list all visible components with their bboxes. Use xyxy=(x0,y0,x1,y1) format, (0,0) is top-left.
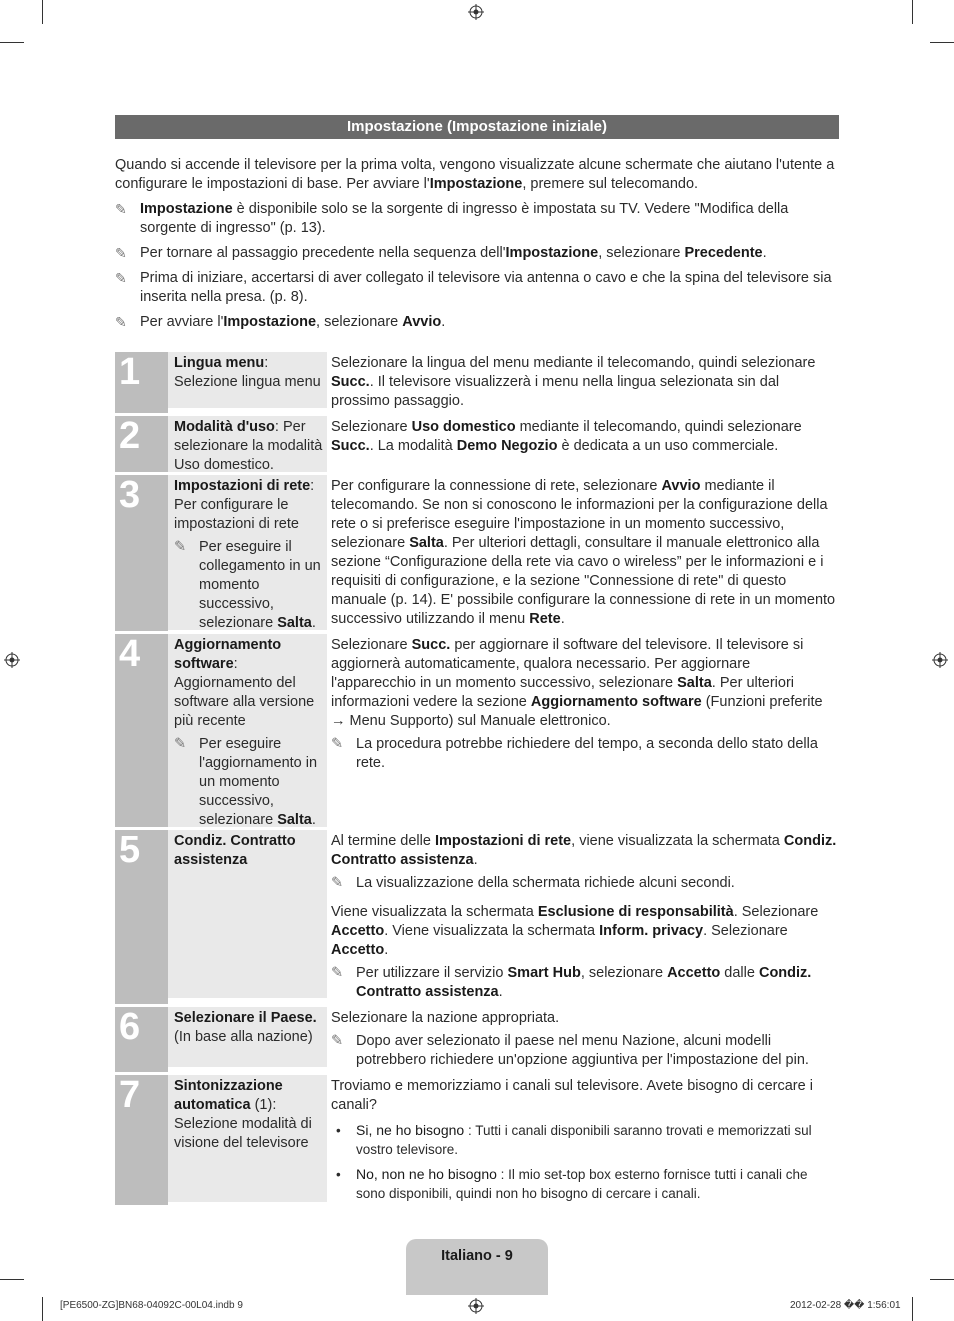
note-pencil-icon: ✎ xyxy=(115,314,127,330)
registration-mark-icon xyxy=(468,4,484,20)
intro-note: ✎ Per tornare al passaggio precedente nella sequenza dell'Impostazione, selezionare Precedente. xyxy=(115,245,767,261)
step-label-note: ✎ Per eseguire il collegamento in un momento successivo, selezionare Salta. xyxy=(174,539,321,631)
intro-section xyxy=(115,156,839,332)
step-number: 5 xyxy=(115,830,168,1004)
step-label: Aggiornamento software: Aggiornamento del software alla versione più recente ✎ Per eseguire l'aggiornamento in un momento successivo, selezionare Salta. xyxy=(168,634,327,827)
page-number-tab: Italiano - 9 xyxy=(406,1239,548,1295)
note-pencil-icon: ✎ xyxy=(331,1033,344,1049)
note-pencil-icon: ✎ xyxy=(115,245,127,261)
step-label-note: ✎ Per eseguire l'aggiornamento in un momento successivo, selezionare Salta. xyxy=(174,736,318,828)
step-description: Selezionare la lingua del menu mediante il telecomando, quindi selezionare Succ.. Il televisore visualizzerà i menu nella lingua selezionata sin dal prossimo passaggio. xyxy=(331,355,816,409)
crop-mark xyxy=(42,0,43,24)
list-item: • Si, ne ho bisogno : Tutti i canali disponibili saranno trovati e memorizzati sul vostro televisore. xyxy=(336,1122,812,1157)
step-row xyxy=(115,352,839,413)
step-note: ✎ Dopo aver selezionato il paese nel menu Nazione, alcuni modelli potrebbero richiedere un'opzione aggiuntiva per l'impostazione del pin. xyxy=(331,1033,809,1068)
step-description: Per configurare la connessione di rete, selezionare Avvio mediante il telecomando. Se non si conoscono le informazioni per la configurazione della rete o si preferisce eseguire l'impostazione in un momento successivo, selezionare Salta. Per ulteriori dettagli, consultare il manuale elettronico alla sezione “Configurazione della rete via cavo o wireless” per le informazioni e i requisiti di configurazione, e la sezione "Connessione di rete" di questo manuale (p. 14). E' possibile configurare la connessione di rete in un momento successivo utilizzando il menu Rete. xyxy=(331,478,836,627)
bullet-icon: • xyxy=(336,1123,341,1138)
crop-mark xyxy=(912,1297,913,1321)
step-row xyxy=(115,416,839,472)
section-title: Impostazione (Impostazione iniziale) xyxy=(115,115,839,139)
file-info: [PE6500-ZG]BN68-04092C-00L04.indb 9 xyxy=(60,1300,243,1311)
crop-mark xyxy=(912,0,913,24)
step-label: Selezionare il Paese. (In base alla nazione) xyxy=(168,1007,327,1067)
registration-mark-icon xyxy=(468,1298,484,1314)
step-label: Impostazioni di rete: Per configurare le impostazioni di rete ✎ Per eseguire il collegamento in un momento successivo, selezionare Salta. xyxy=(168,475,327,630)
step-description: Al termine delle Impostazioni di rete, viene visualizzata la schermata Condiz. Contratto assistenza. ✎ La visualizzazione della schermata richiede alcuni secondi. Viene visualizzata la schermata Esclusione di responsabilità. Selezionare Accetto. Viene visualizzata la schermata Inform. privacy. Selezionare Accetto. ✎ Per utilizzare il servizio Smart Hub, selezionare Accetto dalle Condiz. Contratto assistenza. xyxy=(331,830,839,1004)
crop-mark xyxy=(42,1297,43,1321)
step-row xyxy=(115,475,839,631)
step-number: 2 xyxy=(115,416,168,472)
step-label: Modalità d'uso: Per selezionare la modalità Uso domestico. xyxy=(168,416,327,472)
step-note: ✎ La procedura potrebbe richiedere del tempo, a seconda dello stato della rete. xyxy=(331,736,818,771)
step-number: 1 xyxy=(115,352,168,413)
crop-mark xyxy=(930,42,954,43)
intro-paragraph: Quando si accende il televisore per la prima volta, vengono visualizzate alcune schermate che aiutano l'utente a configurare le impostazioni di base. Per avviare l'Impostazione, premere sul telecomando. xyxy=(115,157,835,192)
step-label: Condiz. Contratto assistenza xyxy=(168,830,327,998)
step-note: ✎ Per utilizzare il servizio Smart Hub, selezionare Accetto dalle Condiz. Contratto assistenza. xyxy=(331,965,812,1000)
step-number: 6 xyxy=(115,1007,168,1072)
intro-note: ✎ Per avviare l'Impostazione, selezionare Avvio. xyxy=(115,314,446,330)
step-label: Sintonizzazione automatica (1): Selezione modalità di visione del televisore xyxy=(168,1075,327,1202)
note-pencil-icon: ✎ xyxy=(115,270,127,286)
note-pencil-icon: ✎ xyxy=(115,201,127,217)
registration-mark-icon xyxy=(4,652,20,668)
registration-mark-icon xyxy=(932,652,948,668)
step-note: ✎ La visualizzazione della schermata richiede alcuni secondi. xyxy=(331,875,735,891)
step-label: Lingua menu: Selezione lingua menu xyxy=(168,352,327,408)
note-pencil-icon: ✎ xyxy=(331,965,344,981)
timestamp: 2012-02-28 �� 1:56:01 xyxy=(790,1300,901,1311)
note-pencil-icon: ✎ xyxy=(331,875,344,891)
crop-mark xyxy=(0,42,24,43)
step-number: 4 xyxy=(115,634,168,827)
step-description: Selezionare Uso domestico mediante il telecomando, quindi selezionare Succ.. La modalità Demo Negozio è dedicata a un uso commerciale. xyxy=(331,419,802,454)
note-pencil-icon: ✎ xyxy=(174,539,187,555)
step-row xyxy=(115,830,839,1004)
crop-mark xyxy=(930,1279,954,1280)
intro-note: ✎ Impostazione è disponibile solo se la sorgente di ingresso è impostata su TV. Vedere "Modifica della sorgente di ingresso" (p. 13). xyxy=(115,201,789,236)
step-row xyxy=(115,1075,839,1205)
step-description: Selezionare Succ. per aggiornare il software del televisore. Il televisore si aggiornerà automaticamente, qualora necessario. Per aggiornare l'apparecchio in un momento successivo, selezionare Salta. Per ulteriori informazioni vedere la sezione Aggiornamento software (Funzioni preferite → Menu Supporto) sul Manuale elettronico. ✎ La procedura potrebbe richiedere del tempo, a seconda dello stato della rete. xyxy=(331,634,839,827)
crop-mark xyxy=(0,1279,24,1280)
list-item: • No, non ne ho bisogno : Il mio set-top box esterno fornisce tutti i canali che sono disponibili, quindi non ho bisogno di cercare i canali. xyxy=(336,1166,808,1201)
step-row xyxy=(115,634,839,827)
note-pencil-icon: ✎ xyxy=(331,736,344,752)
step-description: Troviamo e memorizziamo i canali sul televisore. Avete bisogno di cercare i canali? • Si, ne ho bisogno : Tutti i canali disponibili saranno trovati e memorizzati sul vostro televisore. • No, non ne ho bisogno : Il mio set-top box esterno fornisce tutti i canali che sono disponibili, quindi non ho bisogno di cercare i canali. xyxy=(331,1075,839,1205)
step-number: 7 xyxy=(115,1075,168,1205)
step-row xyxy=(115,1007,839,1072)
step-number: 3 xyxy=(115,475,168,631)
step-description: Selezionare la nazione appropriata. ✎ Dopo aver selezionato il paese nel menu Nazione, alcuni modelli potrebbero richiedere un'opzione aggiuntiva per l'impostazione del pin. xyxy=(331,1007,839,1072)
intro-note: ✎ Prima di iniziare, accertarsi di aver collegato il televisore via antenna o cavo e che la spina del televisore sia inserita nella presa. (p. 8). xyxy=(115,270,832,305)
bullet-icon: • xyxy=(336,1167,341,1182)
steps-table xyxy=(115,352,839,1208)
note-pencil-icon: ✎ xyxy=(174,736,187,752)
